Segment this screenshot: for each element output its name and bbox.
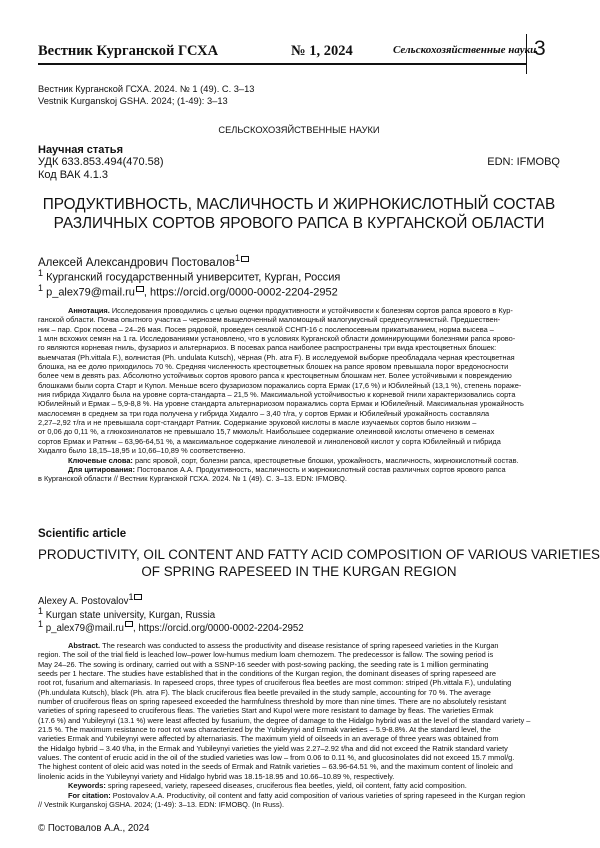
section-heading: СЕЛЬСКОХОЗЯЙСТВЕННЫЕ НАУКИ	[38, 125, 560, 135]
abstract-ru-line: ник – пар. Срок посева – 24–26 мая. Посев рядовой, проведен сеялкой ССНП-16 с послепосевным прикатыванием, норма высева –	[38, 325, 552, 334]
contacts-ru	[38, 283, 338, 299]
orcid-link[interactable]: , https://orcid.org/0000-0002-2204-2952	[144, 287, 338, 299]
abstract-ru-line: Юбилейный и Ермак – 5,9-8,8 %. На уровне стандарта альтернариозом поражались сорта Ермак и Юбилейный. Максимальная урожайность	[38, 399, 552, 408]
abstract-en-line: root rot, fusarium and alternariasis. In rapeseed crops, three types of cruciferous flea beetles are most common: striped (Ph.vittala F.), undulating	[38, 678, 552, 687]
keywords-en-label: Keywords:	[68, 781, 106, 790]
abstract-ru-line: блошками были сорта Старт и Купол. Меньше всего фузариозом поражались сорта Ермак (17,6 %) и Юбилейный (13,1 %), степень пораже-	[38, 381, 552, 390]
citation-ru: Вестник Курганской ГСХА. 2024. № 1 (49). С. 3–13	[38, 84, 254, 94]
author-en-name: Alexey A. Postovalov	[38, 596, 128, 607]
udk-code: УДК 633.853.494(470.58)	[38, 156, 164, 168]
cite-en	[68, 791, 552, 800]
affiliation-en-text: Kurgan state university, Kurgan, Russia	[46, 610, 215, 621]
abstract-ru-line: более чем в девять раз. Абсолютно устойчивых сортов ярового рапса к крестоцветным блошкам нет. Более устойчивыми к повреждению	[38, 371, 552, 380]
abstract-ru	[68, 306, 552, 484]
abstract-en-label: Abstract.	[68, 641, 102, 650]
abstract-en-line: (17.6 %) and Yubileynyi (13.1 %) were least affected by fusarium, the degree of damage to the Hidalgo hybrid was at the level of the standard variety –	[38, 716, 552, 725]
affiliation-ru-text: Курганский государственный университет, Курган, Россия	[46, 272, 340, 284]
email-num: 1	[38, 283, 43, 293]
abstract-ru-line: 2,27–2,92 т/га и не превышала сорт-стандарт Ратник. Содержание эруковой кислоты в масле изучаемых сортов было низким –	[38, 418, 552, 427]
article-type-ru: Научная статья	[38, 144, 123, 156]
abstract-ru-line: выемчатая (Ph.vittala F.), волнистая (Ph. undulata Kutsch), чёрная (Ph. atra F). В исследуемой выборке преобладала черная крестоцветная	[38, 353, 552, 362]
affiliation-num: 1	[38, 268, 43, 278]
abstract-en-line: linolenic acids in the Yubileynyi variety and Hidalgo hybrid was 18.15-18.95 and 10.66–10.89 %, respectively.	[38, 772, 552, 781]
vak-code: Код ВАК 4.1.3	[38, 169, 108, 181]
abstract-ru-label: Аннотация.	[68, 306, 112, 315]
envelope-icon	[136, 286, 144, 292]
abstract-en-line: varieties Ermak and Yubileynyi were affected by alternariasis. The maximum yield of oilseeds in an average of three years was obtained from	[38, 734, 552, 743]
keywords-ru	[68, 456, 552, 465]
author-ru-name: Алексей Александрович Постовалов	[38, 257, 235, 269]
title-en-line-2: OF SPRING RAPESEED IN THE KURGAN REGION	[38, 563, 560, 580]
section-name: Сельскохозяйственные науки	[393, 44, 536, 56]
abstract-en-line: May 24–26. The sowing is ordinary, carried out with a SSNP-16 seeder with post-sowing packing, the seeding rate is 1 million germinating	[38, 660, 552, 669]
header-rule	[38, 63, 526, 65]
abstract-en-line: region. The soil of the trial field is leached low–power low-humus medium loam chernozem. The predecessor is fallow. The sowing period is	[38, 650, 552, 659]
cite-en-line1: Postovalov A.A. Productivity, oil content and fatty acid composition of various varieties of spring rapeseed in the Kurgan region	[111, 791, 525, 800]
cite-ru	[68, 465, 552, 474]
running-header	[38, 34, 560, 74]
cite-ru-line1: Постовалов А.А. Продуктивность, масличность и жирнокислотный состав различных сортов ярового рапса	[135, 465, 506, 474]
article-type-en: Scientific article	[38, 528, 126, 540]
title-ru-line-1: ПРОДУКТИВНОСТЬ, МАСЛИЧНОСТЬ И ЖИРНОКИСЛОТНЫЙ СОСТАВ	[38, 195, 560, 214]
email-en-link[interactable]: p_alex79@mail.ru	[46, 623, 124, 634]
journal-name: Вестник Курганской ГСХА	[38, 43, 218, 60]
author-sup: 1	[235, 253, 240, 263]
abstract-en-line: number of cruciferous fleas on spring rapeseed exceeded the harmfulness threshold by more than nine times. There are no absolutely resistant	[38, 697, 552, 706]
abstract-ru-line: от 0,06 до 0,11 %, а глюкозинолатов не превышало 15,7 мкмоль/г. Наибольшее содержание олеиновой кислоты отмечено в семенах	[38, 427, 552, 436]
email-en-num: 1	[38, 619, 43, 629]
email-link[interactable]: p_alex79@mail.ru	[46, 287, 135, 299]
abstract-en-line: The highest content of oleic acid was noted in the seeds of Ermak and Ratnik varieties – 63.96-64.51 %, and the maximum content of linoleic and	[38, 762, 552, 771]
abstract-ru-line: го являются корневая гниль, фузариоз и альтернариоз. В посевах рапса наиболее распространены три вида крестоцветных блошек:	[38, 343, 552, 352]
affiliation-en-num: 1	[38, 606, 43, 616]
abstract-ru-line: 1 млн всхожих семян на 1 га. Исследованиями установлено, что в условиях Курганской области доминирующими болезнями рапса ярово-	[38, 334, 552, 343]
abstract-en	[68, 641, 552, 809]
keywords-ru-text: рапс яровой, сорт, болезни рапса, крестоцветные блошки, урожайность, масличность, жирнокислотный состав.	[133, 456, 519, 465]
author-ru	[38, 253, 249, 269]
abstract-en-lines	[68, 641, 552, 781]
envelope-icon	[241, 256, 249, 262]
cite-en-line2: // Vestnik Kurganskoj GSHA. 2024; (1-49): 3–13. EDN: IFMOBQ. (In Russ).	[38, 800, 552, 809]
orcid-en-link[interactable]: , https://orcid.org/0000-0002-2204-2952	[133, 623, 304, 634]
cite-en-label: For citation:	[68, 791, 111, 800]
abstract-en-line: values. The content of erucic acid in the oil of the studied varieties was low – from 0.06 to 0.11 %, and glucosinolates did not exceed 15.7 mmol/g.	[38, 753, 552, 762]
abstract-ru-line: ганской области. Почва опытного участка – чернозем выщелоченный маломощный малогумусный среднесуглинистый. Предшествен-	[38, 315, 552, 324]
abstract-en-line: the Hidalgo hybrid – 3.40 t/ha, in the Ermak and Yubileynyi varieties the yield was 2.27–2.92 t/ha and did not exceed the Ratnik standard variety	[38, 744, 552, 753]
header-divider	[526, 34, 527, 74]
keywords-en-text: spring rapeseed, variety, rapeseed diseases, cruciferous flea beetles, yield, oil content, fatty acid composition.	[106, 781, 467, 790]
abstract-ru-line: ния гибрида Хидалго была на уровне сорта-стандарта – 21,5 %. Максимальной устойчивостью к корневой гнили характеризовались сорта	[38, 390, 552, 399]
abstract-ru-line: маслосемян в среднем за три года получена у гибрида Хидалго – 3,40 т/га, у сортов Ермак и Юбилейный урожайность составляла	[38, 409, 552, 418]
envelope-icon	[125, 621, 133, 627]
edn-code: EDN: IFMOBQ	[487, 156, 560, 168]
abstract-ru-line: Хидалго было 18,15–18,95 и 10,66–10,89 % соответственно.	[38, 446, 552, 455]
cite-ru-line2: в Курганской области // Вестник Курганской ГСХА. 2024. № 1 (49). С. 3–13. EDN: IFMOBQ.	[38, 474, 552, 483]
abstract-en-line: seeds per 1 hectare. The studies have established that in the conditions of the Kurgan region, the dominant diseases of spring rapeseed are	[38, 669, 552, 678]
page-number: 3	[534, 37, 546, 61]
keywords-ru-label: Ключевые слова:	[68, 456, 133, 465]
abstract-en-line: 21.5 %. The maximum resistance to root rot was characterized by the Yubileynyi and Ermak varieties – 5.9-8.8%. At the standard level, the	[38, 725, 552, 734]
abstract-ru-lines	[68, 306, 552, 456]
cite-ru-label: Для цитирования:	[68, 465, 135, 474]
abstract-ru-line: блошка, на ее долю приходилось 70 %. Средняя численность крестоцветных блошек на рапсе яровом превышала порог вредоносности	[38, 362, 552, 371]
abstract-ru-line: Аннотация. Исследования проводились с целью оценки продуктивности и устойчивости к болезням сортов рапса ярового в Кур-	[68, 306, 552, 315]
abstract-en-line: varieties of spring rapeseed to cruciferous fleas. The varieties Start and Kupol were more resistant to damage by fleas. The varieties Ermak	[38, 706, 552, 715]
affiliation-ru	[38, 268, 340, 284]
copyright: © Постовалов А.А., 2024	[38, 823, 149, 834]
author-en-sup: 1	[128, 592, 133, 602]
title-ru-line-2: РАЗЛИЧНЫХ СОРТОВ ЯРОВОГО РАПСА В КУРГАНСКОЙ ОБЛАСТИ	[38, 214, 560, 233]
title-en-line-1: PRODUCTIVITY, OIL CONTENT AND FATTY ACID COMPOSITION OF VARIOUS VARIETIES	[38, 546, 560, 563]
issue-number: № 1, 2024	[291, 43, 353, 60]
abstract-en-line: Abstract. The research was conducted to assess the productivity and disease resistance of spring rapeseed varieties in the Kurgan	[68, 641, 552, 650]
keywords-en	[68, 781, 552, 790]
abstract-ru-line: сортов Ермак и Ратник – 63,96-64,51 %, а максимальное содержание линолевой и линоленовой кислот у сорта Юбилейный и гибрида	[38, 437, 552, 446]
citation-en: Vestnik Kurganskoj GSHA. 2024; (1-49): 3–13	[38, 96, 228, 106]
abstract-en-line: (Ph.undulata Kutsch), black (Ph. atra F). The black cruciferous flea beetle prevailed in the study sample, accounting for 70 %. The average	[38, 688, 552, 697]
contacts-en	[38, 619, 304, 634]
envelope-icon	[134, 594, 142, 600]
author-en	[38, 592, 142, 607]
